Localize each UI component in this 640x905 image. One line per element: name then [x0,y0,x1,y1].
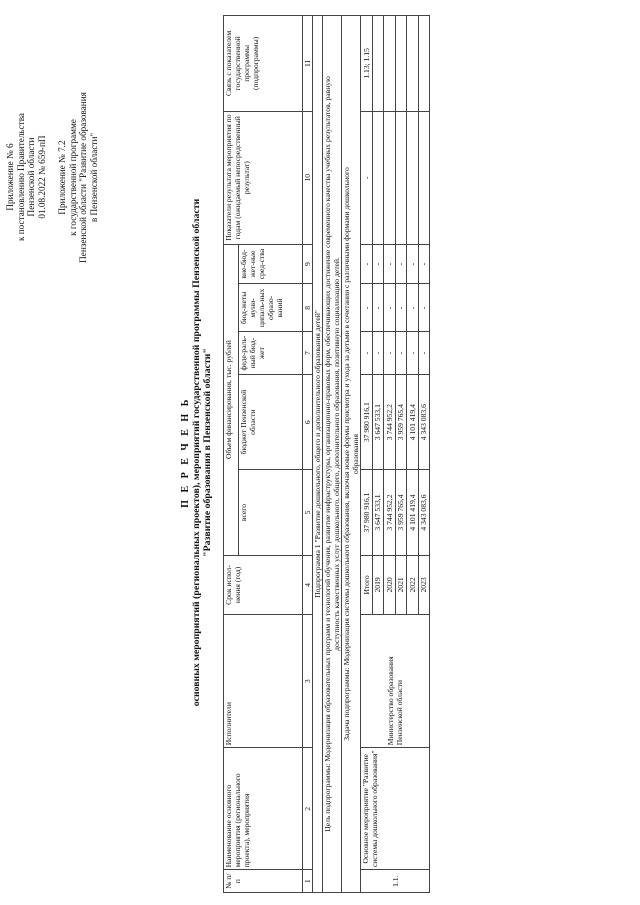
header-row-1 [224,16,239,893]
total-cell: 3 647 533,1 [372,470,384,555]
mun-cell: - [407,284,419,332]
item-num: 1.1. [361,870,430,893]
link-cell [372,16,384,112]
header-budget-fed: феде-раль-ный бюд-жет [239,332,303,375]
appendix-6-line3: Пензенской области [26,137,37,217]
appendix-7-2-block [57,70,99,285]
indicator-cell [384,111,396,244]
total-cell: 4 101 419,4 [407,470,419,555]
subprogram-title: Подпрограмма 1 "Развитие дошкольного, общего и дополнительного образования детей" [313,16,323,893]
heading-subtitle-1: основных мероприятий (региональных проектов), мероприятий государственной программы Пензенской области [191,198,202,707]
total-cell: 3 959 765,4 [395,470,407,555]
header-budget-extra: вне-бюд-жет-ные сред-ства [239,244,303,284]
document-heading [180,0,213,905]
region-cell: 37 980 916,1 [361,374,373,470]
total-cell: 37 980 916,1 [361,470,373,555]
colnum-9: 9 [303,244,313,284]
header-link: Связь с показателем государственной программы (подпрограммы) [224,16,303,112]
appendix-6-line1: Приложение № 6 [5,143,15,211]
item-executor: Министерство образования Пензенской области [361,615,430,748]
appendix-6-line2: к постановлению Правительства [15,113,26,241]
fed-cell: - [407,332,419,375]
header-total: всего [239,470,303,555]
extra-cell: - [361,244,373,284]
indicator-cell: - [361,111,373,244]
header-budget-mun: бюд-жеты муни-ципаль-ных образо-ваний [239,284,303,332]
region-cell: 4 101 419,4 [407,374,419,470]
indicator-cell [372,111,384,244]
appendix-72-line2: к государственной программе [67,119,78,236]
indicator-cell [407,111,419,244]
colnum-7: 7 [303,332,313,375]
column-numbers-row [303,16,313,893]
fed-cell: - [395,332,407,375]
mun-cell: - [418,284,430,332]
colnum-11: 11 [303,16,313,112]
goal-row [323,16,342,893]
year-cell: 2022 [407,555,419,615]
colnum-2: 2 [303,748,313,870]
link-cell [418,16,430,112]
appendix-72-line4: в Пензенской области" [88,132,99,223]
link-cell: 1.13; 1.15 [361,16,373,112]
header-indicators: Показатели результата мероприятия по годам (ожидаемый непосредственный результат) [224,111,303,244]
extra-cell: - [395,244,407,284]
colnum-6: 6 [303,374,313,470]
region-cell: 3 647 533,1 [372,374,384,470]
appendix-72-line1: Приложение № 7.2 [57,140,67,215]
table-row [361,16,373,893]
year-cell: Итого [361,555,373,615]
total-cell: 4 343 083,6 [418,470,430,555]
appendix-6-line4: 01.08.2022 № 659-пП [36,135,47,219]
mun-cell: - [361,284,373,332]
header-executor: Исполнители [224,615,303,748]
fed-cell: - [418,332,430,375]
colnum-8: 8 [303,284,313,332]
subprogram-task: Задача подпрограммы: Модернизация системы дошкольного образования, включая новые формы присмотра и ухода за детьми в сочетании с различными формами дошкольного образования [342,16,361,893]
fed-cell: - [372,332,384,375]
fed-cell: - [384,332,396,375]
mun-cell: - [395,284,407,332]
year-cell: 2019 [372,555,384,615]
total-cell: 3 744 952,2 [384,470,396,555]
subprogram-row [313,16,323,893]
colnum-5: 5 [303,470,313,555]
colnum-1: 1 [303,870,313,893]
task-row [342,16,361,893]
fed-cell: - [361,332,373,375]
colnum-10: 10 [303,111,313,244]
header-term: Срок испол-нения (год) [224,555,303,615]
year-cell: 2023 [418,555,430,615]
colnum-4: 4 [303,555,313,615]
header-budget-region: бюджет Пензенской области [239,374,303,470]
colnum-3: 3 [303,615,313,748]
extra-cell: - [384,244,396,284]
mun-cell: - [372,284,384,332]
link-cell [395,16,407,112]
indicator-cell [395,111,407,244]
heading-title: П Е Р Е Ч Е Н Ь [180,397,191,508]
region-cell: 3 744 952,2 [384,374,396,470]
year-cell: 2021 [395,555,407,615]
extra-cell: - [372,244,384,284]
link-cell [384,16,396,112]
year-cell: 2020 [384,555,396,615]
region-cell: 4 343 083,6 [418,374,430,470]
region-cell: 3 959 765,4 [395,374,407,470]
heading-subtitle-2: "Развитие образования в Пензенской области" [202,348,213,557]
measures-table [223,15,430,893]
link-cell [407,16,419,112]
appendix-6-block [5,77,47,277]
appendix-72-line3: Пензенской области "Развитие образования [78,92,89,263]
item-name: Основное мероприятие "Развитие системы дошкольного образования" [361,748,430,870]
header-num: № п/п [224,870,303,893]
mun-cell: - [384,284,396,332]
header-funding: Объем финансирования, тыс. рублей [224,244,239,555]
header-name: Наименование основного мероприятия (регионального проекта), мероприятия [224,748,303,870]
extra-cell: - [407,244,419,284]
indicator-cell [418,111,430,244]
extra-cell: - [418,244,430,284]
subprogram-goal: Цель подпрограммы: Модернизация образовательных программ и технологий обучения, развитие инфраструктуры, организационно-правовых форм, обеспечивающих достижение современного качества учебных результатов, равную доступность качественных услуг дошкольного, общего, дополнительного образования, позитивную социализацию детей. [323,16,342,893]
